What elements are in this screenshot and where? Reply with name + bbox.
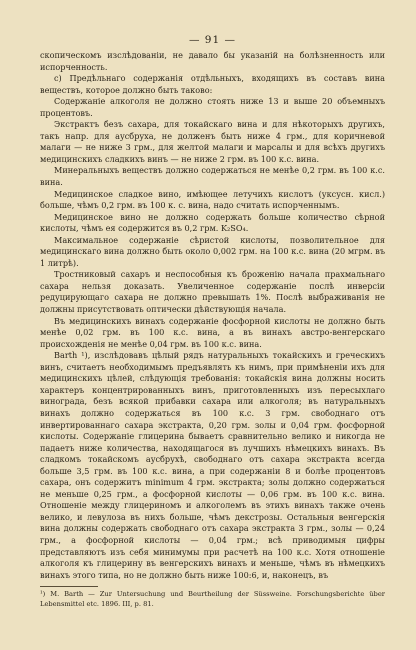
footnote: ¹) M. Barth — Zur Untersuchung und Beurtheilung der Süssweine. Forschungsberichte über Lebensmittel etc. 1896. III, p. 81. [40,590,385,608]
paragraph-phosphoric-acid: Въ медицинскихъ винахъ содержаніе фосфорной кислоты не должно быть менѣе 0,02 грм. въ 100 к.с. вина, а въ винахъ австро-венгерскаго происхожденія не менѣе 0,04 грм. въ 100 к.с. вина. [40,315,385,349]
paragraph-continuation: скопическомъ изслѣдованіи, не давало бы указаній на болѣзненность или испорченность. [40,50,385,72]
paragraph-alcohol: Содержаніе алкоголя не должно стоять ниже 13 и выше 20 объемныхъ процентовъ. [40,96,385,118]
page-body [40,50,385,581]
paragraph-section-c: с) Предѣльнаго содержанія отдѣльныхъ, входящихъ въ составъ вина веществъ, которое должно быть таково: [40,73,385,95]
page-number: — 91 — [188,34,237,46]
footnote-divider [40,586,98,587]
paragraph-extract: Экстрактъ безъ сахара, для токайскаго вина и для нѣкоторыхъ другихъ, такъ напр. для аусбруха, не долженъ быть ниже 4 грм., для коричневой малаги — не ниже 3 грм., для желтой малаги и марсалы и для всѣхъ другихъ медицинскихъ сладкихъ винъ — не ниже 2 грм. въ 100 к.с. вина. [40,119,385,164]
paragraph-volatile-acids: Медицинское сладкое вино, имѣющее летучихъ кислотъ (уксусн. кисл.) больше, чѣмъ 0,2 грм. въ 100 к. с. вина, надо считать испорченнымъ. [40,188,385,211]
paragraph-mineral-substances: Минеральныхъ веществъ должно содержаться не менѣе 0,2 грм. въ 100 к.с. вина. [40,165,385,188]
paragraph-barth-study: Barth ¹), изслѣдовавъ цѣлый рядъ натуральныхъ токайскихъ и греческихъ винъ, считаетъ необходимымъ предъявлять къ нимъ, при примѣненіи ихъ для медицинскихъ цѣлей, слѣдующія требованія: токайскія вина должны носить характеръ концентрированныхъ винъ, приготовленныхъ изъ пересыхлаго винограда, безъ всякой прибавки сахара или алкоголя; въ натуральныхъ винахъ должно содержаться въ 100 к.с. 3 грм. свободнаго отъ инвертированнаго сахара экстракта, 0,20 грм. золы и 0,04 грм. фосфорной кислоты. Содержаніе глицерина бываетъ сравнительно велико и никогда не падаетъ ниже количества, находящагося въ лучшихъ нѣмецкихъ винахъ. Въ сладкомъ токайскомъ аусбрухѣ, свободнаго отъ сахара экстракта всегда больше 3,5 грм. въ 100 к.с. вина, а при содержаніи 8 и болѣе процентовъ сахара, онъ содержитъ minimum 4 грм. экстракта; золы должно содержаться не меньше 0,25 грм., а фосфорной кислоты — 0,06 грм. въ 100 к.с. вина. Отношеніе между глицериномъ и алкоголемъ въ этихъ винахъ также очень велико, и левулоза въ нихъ больше, чѣмъ декстрозы. Остальныя венгерскія вина должны содержать свободнаго отъ сахара экстракта 3 грм., золы — 0,24 грм., а фосфорной кислоты — 0,04 грм.; всѣ приводимыя цифры представляютъ изъ себя минимумы при расчетѣ на 100 к.с. Хотя отношеніе алкоголя къ глицерину въ венгерскихъ винахъ и меньше, чѣмъ въ нѣмецкихъ винахъ этого типа, но не должно быть ниже 100:6, и, наконецъ, въ [40,350,385,580]
paragraph-cane-sugar: Тростниковый сахаръ и неспособныя къ броженію начала прахмальнаго сахара нельзя доказать. Увеличенное содержаніе послѣ инверсіи редуцирующаго сахара не должно превышать 1%. Послѣ выбраживанія не должны присутствовать оптически дѣйствующія начала. [40,269,385,315]
paragraph-sulfurous-acid: Максимальное содержаніе сѣристой кислоты, позволительное для медицинскаго вина должно быть около 0,002 грм. на 100 к.с. вина (20 мгрм. въ 1 литрѣ). [40,234,385,268]
paragraph-sulfuric-acid: Медицинское вино не должно содержать больше количество сѣрной кислоты, чѣмъ ея содержится въ 0,2 грм. K₂SO₄. [40,211,385,234]
